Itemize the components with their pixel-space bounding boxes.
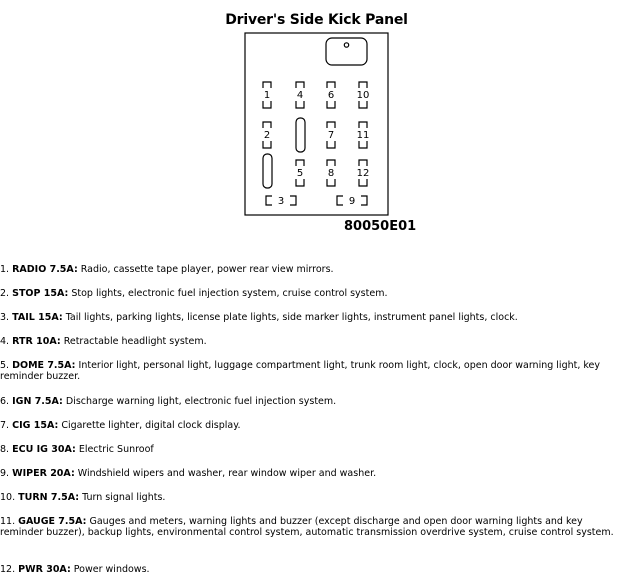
slot-label-5: 5 (296, 168, 304, 179)
fuse-name: CIG 15A: (12, 420, 59, 431)
fuse-name: RTR 10A: (12, 336, 61, 347)
fuse-number: 8. (0, 444, 10, 455)
fuse-number: 11. (0, 516, 16, 527)
fuse-name: TURN 7.5A: (18, 492, 80, 503)
fuse-name: TAIL 15A: (12, 312, 63, 323)
fuse-name: IGN 7.5A: (12, 396, 63, 407)
fuse-item (0, 444, 628, 455)
diagram-title: Driver's Side Kick Panel (225, 12, 408, 28)
fuse-item (0, 312, 628, 323)
fuse-slot-large-middle (296, 118, 305, 152)
fuse-name: ECU IG 30A: (12, 444, 76, 455)
fuse-panel-diagram (0, 0, 633, 260)
fuse-item (0, 360, 628, 382)
fuse-description: Interior light, personal light, luggage compartment light, trunk room light, clock, open door warning light, key reminder buzzer. (0, 360, 601, 382)
fuse-item (0, 336, 628, 347)
fuse-description: Discharge warning light, electronic fuel injection system. (65, 396, 337, 407)
fuse-item (0, 264, 628, 275)
fuse-number: 1. (0, 264, 10, 275)
fuse-description: Electric Sunroof (78, 444, 154, 455)
fuse-item (0, 564, 628, 575)
fuse-item (0, 396, 628, 407)
part-code: 80050E01 (344, 219, 417, 234)
relay-hole (344, 43, 348, 47)
fuse-name: STOP 15A: (12, 288, 69, 299)
fuse-number: 7. (0, 420, 10, 431)
fuse-description: Radio, cassette tape player, power rear view mirrors. (80, 264, 334, 275)
slot-label-4: 4 (296, 90, 304, 101)
fuse-description: Windshield wipers and washer, rear window wiper and washer. (77, 468, 377, 479)
fuse-description: Gauges and meters, warning lights and buzzer (except discharge and open door warning lights and key reminder buzzer), backup lights, environmental control system, automatic transmission overdrive system, cruise control system. (0, 516, 614, 538)
fuse-name: PWR 30A: (18, 564, 71, 575)
fuse-description: Tail lights, parking lights, license plate lights, side marker lights, instrument panel lights, clock. (65, 312, 518, 323)
fuse-item (0, 288, 628, 299)
fuse-number: 9. (0, 468, 10, 479)
slot-label-9: 9 (348, 196, 356, 207)
fuse-name: RADIO 7.5A: (12, 264, 78, 275)
fuse-number: 10. (0, 492, 16, 503)
slot-label-7: 7 (327, 130, 335, 141)
fuse-slot-large-left (263, 154, 272, 188)
fuse-name: GAUGE 7.5A: (18, 516, 87, 527)
fuse-name: DOME 7.5A: (12, 360, 76, 371)
fuse-description: Stop lights, electronic fuel injection system, cruise control system. (71, 288, 388, 299)
fuse-number: 12. (0, 564, 16, 575)
slot-label-6: 6 (327, 90, 335, 101)
fuse-description: Turn signal lights. (82, 492, 166, 503)
fuse-number: 6. (0, 396, 10, 407)
fuse-item (0, 420, 628, 431)
fuse-name: WIPER 20A: (12, 468, 75, 479)
fuse-number: 2. (0, 288, 10, 299)
slot-label-10: 10 (356, 90, 370, 101)
fuse-number: 4. (0, 336, 10, 347)
slot-label-8: 8 (327, 168, 335, 179)
fuse-description: Power windows. (73, 564, 150, 575)
fuse-item (0, 492, 628, 503)
relay-box (326, 38, 367, 65)
fuse-number: 5. (0, 360, 10, 371)
slot-label-3: 3 (277, 196, 285, 207)
slot-label-12: 12 (356, 168, 370, 179)
slot-label-1: 1 (263, 90, 271, 101)
fuse-number: 3. (0, 312, 10, 323)
slot-label-11: 11 (356, 130, 370, 141)
fuse-item (0, 468, 628, 479)
slot-label-2: 2 (263, 130, 271, 141)
fuse-item (0, 516, 628, 538)
fuse-description: Retractable headlight system. (63, 336, 207, 347)
fuse-description: Cigarette lighter, digital clock display. (61, 420, 241, 431)
